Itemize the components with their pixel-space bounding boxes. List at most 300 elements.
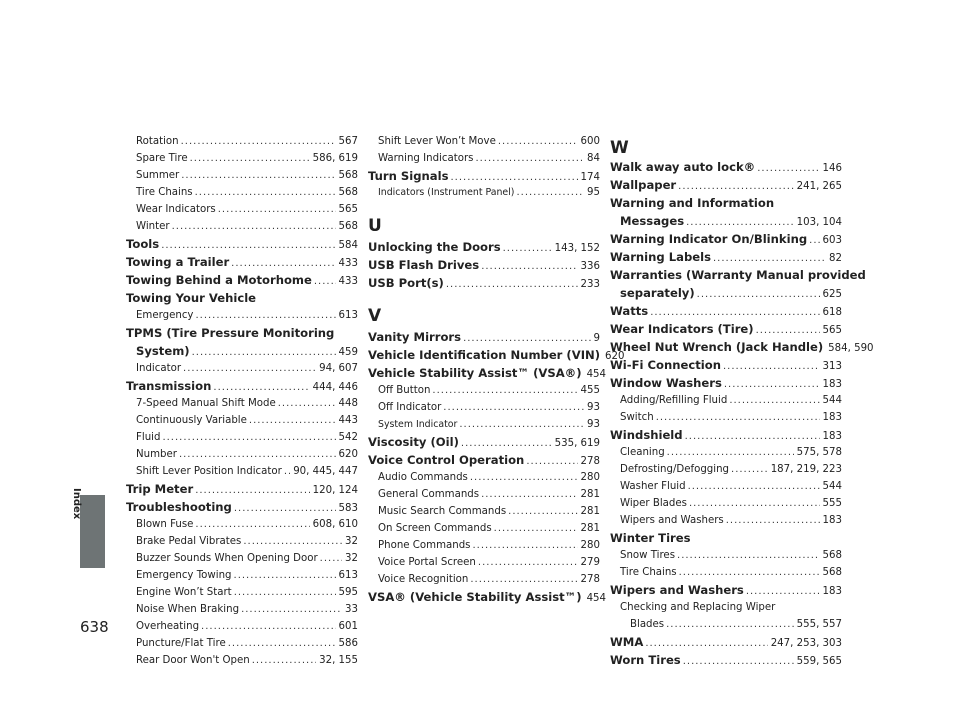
index-entry-pages[interactable]: 32: [345, 536, 358, 547]
index-entry-term: Warning Indicators: [378, 153, 474, 164]
dot-leader: [461, 436, 552, 452]
index-entry[interactable]: [126, 447, 358, 463]
dot-leader: [686, 215, 794, 231]
index-entry[interactable]: [610, 177, 842, 195]
index-entry-pages[interactable]: 583: [338, 503, 358, 514]
index-entry-pages[interactable]: 146: [822, 163, 842, 174]
index-entry-pages[interactable]: 281: [580, 506, 600, 517]
dot-leader: [470, 470, 578, 486]
dot-leader: [481, 259, 577, 275]
index-entry[interactable]: [126, 290, 358, 306]
index-entry-pages[interactable]: 281: [580, 489, 600, 500]
index-entry-term: Warning Labels: [610, 250, 711, 264]
index-entry-pages[interactable]: 32, 155: [319, 655, 358, 666]
index-entry-term: Windshield: [610, 428, 683, 442]
dot-leader: [179, 447, 336, 463]
index-entry[interactable]: [126, 378, 358, 396]
dot-leader: [685, 429, 820, 445]
index-entry-term: 7-Speed Manual Shift Mode: [136, 398, 276, 409]
index-entry-term: Overheating: [136, 621, 200, 632]
index-entry[interactable]: [126, 254, 358, 272]
dot-leader: [809, 233, 819, 249]
index-entry-pages[interactable]: 444, 446: [312, 382, 358, 393]
dot-leader: [757, 161, 819, 177]
dot-leader: [494, 521, 578, 537]
index-entry-pages[interactable]: 613: [338, 570, 358, 581]
index-entry[interactable]: [610, 213, 842, 231]
index-entry[interactable]: [126, 219, 358, 235]
index-entry-term: Fluid: [136, 432, 161, 443]
dot-leader: [234, 501, 336, 517]
index-entry[interactable]: [126, 551, 358, 567]
dot-leader: [195, 308, 335, 324]
index-entry[interactable]: [610, 339, 874, 357]
index-entry[interactable]: [126, 202, 358, 218]
index-entry-term: Warranties (Warranty Manual provided: [610, 268, 866, 282]
index-entry[interactable]: [126, 185, 358, 201]
dot-leader: [723, 359, 820, 375]
index-entry-term: Blades: [630, 619, 665, 630]
dot-leader: [181, 168, 335, 184]
index-entry-pages[interactable]: 544: [822, 481, 842, 492]
index-entry[interactable]: [126, 134, 358, 150]
index-entry-term: WMA: [610, 635, 644, 649]
index-entry-pages[interactable]: 94, 607: [319, 363, 358, 374]
dot-leader: [161, 238, 335, 254]
index-entry-pages[interactable]: 93: [587, 419, 600, 430]
index-entry-term: Window Washers: [610, 376, 722, 390]
index-entry-term: Switch: [620, 412, 654, 423]
index-entry-pages[interactable]: 575, 578: [796, 447, 842, 458]
dot-leader: [683, 654, 794, 670]
index-entry[interactable]: [610, 303, 842, 321]
index-entry[interactable]: [368, 185, 600, 201]
index-entry-pages[interactable]: 455: [580, 385, 600, 396]
index-entry[interactable]: [368, 239, 600, 257]
index-entry-term: Shift Lever Won’t Move: [378, 136, 496, 147]
dot-leader: [243, 534, 342, 550]
index-entry-term: Emergency: [136, 310, 194, 321]
index-entry-term: Messages: [620, 214, 685, 228]
index-entry[interactable]: [368, 504, 600, 520]
index-entry-pages[interactable]: 84: [587, 153, 600, 164]
index-entry-term: General Commands: [378, 489, 480, 500]
dot-leader: [746, 584, 820, 600]
index-entry-pages[interactable]: 565: [338, 204, 358, 215]
index-entry[interactable]: [126, 236, 358, 254]
dot-leader: [666, 617, 794, 633]
dot-leader: [172, 219, 336, 235]
index-entry-term: Noise When Braking: [136, 604, 240, 615]
index-entry[interactable]: [610, 445, 842, 461]
index-entry-term: separately): [620, 286, 695, 300]
index-entry-term: Music Search Commands: [378, 506, 507, 517]
dot-leader: [213, 380, 309, 396]
index-entry[interactable]: [610, 321, 842, 339]
index-entry-pages[interactable]: 586: [338, 638, 358, 649]
index-entry-term: Off Indicator: [378, 402, 442, 413]
index-entry[interactable]: [368, 400, 600, 416]
index-entry-pages[interactable]: 233: [580, 279, 600, 290]
index-entry[interactable]: [368, 572, 600, 588]
index-entry-term: Audio Commands: [378, 472, 468, 483]
index-entry-pages[interactable]: 555: [822, 498, 842, 509]
dot-leader: [278, 396, 336, 412]
dot-leader: [432, 383, 577, 399]
index-entry-term: On Screen Commands: [378, 523, 492, 534]
dot-leader: [320, 551, 342, 567]
index-entry[interactable]: [126, 481, 358, 499]
dot-leader: [450, 170, 577, 186]
section-tab: [80, 495, 105, 568]
index-entry-term: Rotation: [136, 136, 179, 147]
index-entry-term: Cleaning: [620, 447, 665, 458]
dot-leader: [650, 305, 819, 321]
index-entry[interactable]: [610, 600, 842, 616]
index-entry[interactable]: [368, 383, 600, 399]
index-entry-term: Continuously Variable: [136, 415, 247, 426]
index-entry[interactable]: [368, 257, 600, 275]
index-entry[interactable]: [126, 619, 358, 635]
index-entry-term: Vehicle Identification Number (VIN): [368, 348, 601, 362]
index-entry-pages[interactable]: 280: [580, 540, 600, 551]
index-entry[interactable]: [610, 357, 842, 375]
index-entry-pages[interactable]: 433: [338, 276, 358, 287]
index-entry[interactable]: [610, 548, 842, 564]
index-entry[interactable]: [126, 568, 358, 584]
dot-leader: [284, 464, 290, 480]
index-entry[interactable]: [610, 462, 842, 478]
index-entry[interactable]: [368, 275, 600, 293]
index-entry[interactable]: [368, 555, 600, 571]
index-entry-pages[interactable]: 568: [822, 567, 842, 578]
dot-leader: [724, 377, 820, 393]
index-entry-pages[interactable]: 93: [587, 402, 600, 413]
dot-leader: [503, 241, 552, 257]
index-entry-pages[interactable]: 82: [829, 253, 842, 264]
index-entry-term: Troubleshooting: [126, 500, 232, 514]
index-entry[interactable]: [126, 430, 358, 446]
dot-leader: [678, 179, 793, 195]
index-entry[interactable]: [610, 582, 842, 600]
index-entry[interactable]: [610, 496, 842, 512]
dot-leader: [195, 483, 309, 499]
index-entry-pages[interactable]: 565: [822, 325, 842, 336]
dot-leader: [729, 393, 819, 409]
index-entry[interactable]: [368, 521, 600, 537]
index-entry-term: Snow Tires: [620, 550, 676, 561]
index-entry[interactable]: [610, 159, 842, 177]
index-entry[interactable]: [610, 634, 842, 652]
dot-leader: [201, 619, 336, 635]
index-entry[interactable]: [610, 530, 842, 546]
index-entry-pages[interactable]: 183: [822, 379, 842, 390]
index-entry-pages[interactable]: 535, 619: [554, 438, 600, 449]
dot-leader: [249, 413, 336, 429]
index-entry-term: Washer Fluid: [620, 481, 686, 492]
index-entry-pages[interactable]: 618: [822, 307, 842, 318]
index-entry-pages[interactable]: 603: [822, 235, 842, 246]
index-entry[interactable]: [126, 517, 358, 533]
index-entry-pages[interactable]: 544: [822, 395, 842, 406]
index-entry[interactable]: [126, 151, 358, 167]
index-entry[interactable]: [610, 249, 842, 267]
dot-leader: [446, 277, 578, 293]
index-entry[interactable]: [126, 361, 358, 377]
dot-leader: [234, 568, 336, 584]
index-entry-term: Wear Indicators (Tire): [610, 322, 754, 336]
index-entry-pages[interactable]: 120, 124: [312, 485, 358, 496]
index-entry-pages[interactable]: 278: [580, 456, 600, 467]
index-entry[interactable]: [368, 487, 600, 503]
index-entry[interactable]: [126, 636, 358, 652]
index-entry[interactable]: [368, 347, 625, 365]
index-entry[interactable]: [610, 267, 866, 283]
index-entry-term: Walk away auto lock®: [610, 160, 756, 174]
dot-leader: [314, 274, 336, 290]
index-entry[interactable]: [368, 417, 600, 433]
index-entry-term: Wear Indicators: [136, 204, 216, 215]
dot-leader: [756, 323, 820, 339]
index-entry[interactable]: [610, 393, 842, 409]
index-entry[interactable]: [368, 434, 600, 452]
index-entry[interactable]: [610, 479, 842, 495]
index-entry-pages[interactable]: 336: [580, 261, 600, 272]
index-entry-pages[interactable]: 448: [338, 398, 358, 409]
index-entry-pages[interactable]: 9: [593, 333, 600, 344]
index-entry-term: Tire Chains: [136, 187, 193, 198]
index-entry[interactable]: [368, 470, 600, 486]
index-entry-term: System): [136, 344, 190, 358]
dot-leader: [195, 517, 309, 533]
index-entry-pages[interactable]: 103, 104: [796, 217, 842, 228]
index-entry-term: Defrosting/Defogging: [620, 464, 730, 475]
index-entry[interactable]: [368, 452, 600, 470]
dot-leader: [231, 256, 335, 272]
index-entry[interactable]: [610, 410, 842, 426]
index-entry-term: Towing a Trailer: [126, 255, 230, 269]
index-entry[interactable]: [610, 513, 842, 529]
index-entry-pages[interactable]: 433: [338, 258, 358, 269]
index-entry-pages[interactable]: 443: [338, 415, 358, 426]
index-entry-term: Towing Behind a Motorhome: [126, 273, 312, 287]
index-entry[interactable]: [610, 617, 842, 633]
dot-leader: [192, 345, 336, 361]
dot-leader: [667, 445, 794, 461]
index-entry-pages[interactable]: 313: [822, 361, 842, 372]
index-entry-term: Vanity Mirrors: [368, 330, 462, 344]
index-entry[interactable]: [126, 272, 358, 290]
index-entry-term: Transmission: [126, 379, 212, 393]
index-entry[interactable]: [126, 413, 358, 429]
index-entry[interactable]: [368, 134, 600, 150]
index-entry[interactable]: [126, 499, 358, 517]
index-entry[interactable]: [610, 427, 842, 445]
dot-leader: [526, 454, 577, 470]
index-entry-term: Towing Your Vehicle: [126, 291, 257, 305]
index-entry-term: Winter Tires: [610, 531, 691, 545]
index-entry-pages[interactable]: 559, 565: [796, 656, 842, 667]
index-entry-pages[interactable]: 280: [580, 472, 600, 483]
index-entry-term: Voice Portal Screen: [378, 557, 476, 568]
dot-leader: [183, 361, 316, 377]
dot-leader: [190, 151, 310, 167]
dot-leader: [459, 417, 584, 433]
index-entry-pages[interactable]: 600: [580, 136, 600, 147]
index-entry-term: Warning Indicator On/Blinking: [610, 232, 808, 246]
index-entry[interactable]: [126, 396, 358, 412]
index-entry-pages[interactable]: 584, 590: [828, 343, 874, 354]
index-entry-term: Wallpaper: [610, 178, 677, 192]
index-entry-term: Viscosity (Oil): [368, 435, 459, 449]
index-entry-pages[interactable]: 187, 219, 223: [770, 464, 842, 475]
index-entry-term: Adding/Refilling Fluid: [620, 395, 728, 406]
index-entry-term: TPMS (Tire Pressure Monitoring: [126, 326, 335, 340]
index-entry-pages[interactable]: 601: [338, 621, 358, 632]
index-entry[interactable]: [126, 168, 358, 184]
index-entry-term: Number: [136, 449, 177, 460]
index-entry-pages[interactable]: 33: [345, 604, 358, 615]
index-entry-pages[interactable]: 620: [338, 449, 358, 460]
dot-leader: [475, 151, 584, 167]
index-entry-pages[interactable]: 555, 557: [796, 619, 842, 630]
index-entry[interactable]: [368, 365, 607, 383]
index-letter-heading: W: [610, 138, 629, 158]
index-entry-term: Winter: [136, 221, 170, 232]
index-entry-pages[interactable]: 174: [580, 172, 600, 183]
index-entry-pages[interactable]: 613: [338, 310, 358, 321]
index-entry-term: Turn Signals: [368, 169, 449, 183]
index-entry-term: Shift Lever Position Indicator: [136, 466, 282, 477]
index-entry-pages[interactable]: 278: [580, 574, 600, 585]
dot-leader: [679, 565, 820, 581]
dot-leader: [731, 462, 768, 478]
dot-leader: [645, 636, 767, 652]
index-entry-pages[interactable]: 281: [580, 523, 600, 534]
index-entry-pages[interactable]: 584: [338, 240, 358, 251]
index-entry-term: Worn Tires: [610, 653, 681, 667]
index-entry[interactable]: [610, 231, 842, 249]
index-entry-pages[interactable]: 620: [605, 351, 625, 362]
index-entry-term: Trip Meter: [126, 482, 194, 496]
index-entry-pages[interactable]: 183: [822, 586, 842, 597]
index-entry-term: USB Flash Drives: [368, 258, 480, 272]
index-entry-pages[interactable]: 568: [822, 550, 842, 561]
index-entry[interactable]: [368, 329, 600, 347]
index-entry-term: Warning and Information: [610, 196, 775, 210]
index-entry[interactable]: [126, 653, 358, 669]
index-entry-pages[interactable]: 454: [586, 593, 607, 604]
dot-leader: [195, 185, 336, 201]
index-entry-term: Off Button: [378, 385, 431, 396]
index-entry-term: Wipers and Washers: [620, 515, 724, 526]
index-entry-term: System Indicator: [378, 419, 458, 430]
index-entry[interactable]: [368, 589, 607, 607]
index-entry-term: Tire Chains: [620, 567, 677, 578]
index-entry-pages[interactable]: 183: [822, 515, 842, 526]
index-entry[interactable]: [610, 285, 842, 303]
index-entry[interactable]: [610, 565, 842, 581]
dot-leader: [234, 585, 336, 601]
index-entry-pages[interactable]: 183: [822, 412, 842, 423]
index-entry-pages[interactable]: 459: [338, 347, 358, 358]
dot-leader: [218, 202, 336, 218]
index-entry-pages[interactable]: 568: [338, 170, 358, 181]
index-entry[interactable]: [126, 343, 358, 361]
index-entry-pages[interactable]: 567: [338, 136, 358, 147]
index-entry-pages[interactable]: 568: [338, 187, 358, 198]
index-entry-term: Voice Control Operation: [368, 453, 525, 467]
index-entry-term: Wheel Nut Wrench (Jack Handle): [610, 340, 824, 354]
index-entry-term: Spare Tire: [136, 153, 188, 164]
index-entry-pages[interactable]: 183: [822, 431, 842, 442]
index-entry-term: Vehicle Stability Assist™ (VSA®): [368, 366, 582, 380]
index-entry[interactable]: [126, 534, 358, 550]
index-entry-pages[interactable]: 143, 152: [554, 243, 600, 254]
index-entry-term: Watts: [610, 304, 649, 318]
index-entry-term: Buzzer Sounds When Opening Door: [136, 553, 318, 564]
page-number: 638: [80, 618, 109, 636]
index-entry[interactable]: [126, 325, 358, 341]
index-entry-pages[interactable]: 595: [338, 587, 358, 598]
dot-leader: [228, 636, 336, 652]
dot-leader: [481, 487, 577, 503]
index-entry-pages[interactable]: 32: [345, 553, 358, 564]
index-entry-pages[interactable]: 542: [338, 432, 358, 443]
index-entry[interactable]: [368, 151, 600, 167]
index-entry-pages[interactable]: 625: [822, 289, 842, 300]
index-entry[interactable]: [610, 652, 842, 670]
dot-leader: [162, 430, 335, 446]
index-entry[interactable]: [368, 168, 600, 186]
index-entry-pages[interactable]: 586, 619: [312, 153, 358, 164]
dot-leader: [478, 555, 578, 571]
index-entry[interactable]: [126, 585, 358, 601]
dot-leader: [241, 602, 342, 618]
index-letter-heading: U: [368, 216, 382, 236]
index-entry-term: Indicators (Instrument Panel): [378, 187, 515, 198]
dot-leader: [688, 479, 820, 495]
index-entry-pages[interactable]: 241, 265: [796, 181, 842, 192]
index-entry[interactable]: [610, 195, 842, 211]
dot-leader: [516, 185, 584, 201]
dot-leader: [181, 134, 336, 150]
dot-leader: [697, 287, 820, 303]
index-entry-pages[interactable]: 608, 610: [312, 519, 358, 530]
index-entry-term: Phone Commands: [378, 540, 471, 551]
index-entry-term: Tools: [126, 237, 160, 251]
dot-leader: [713, 251, 826, 267]
index-entry[interactable]: [126, 464, 358, 480]
index-entry[interactable]: [126, 602, 358, 618]
index-entry-pages[interactable]: 454: [586, 369, 607, 380]
index-entry-term: Wiper Blades: [620, 498, 687, 509]
index-entry[interactable]: [610, 375, 842, 393]
index-entry-pages[interactable]: 568: [338, 221, 358, 232]
index-entry-pages[interactable]: 247, 253, 303: [770, 638, 842, 649]
index-entry-term: Summer: [136, 170, 180, 181]
dot-leader: [508, 504, 577, 520]
index-entry[interactable]: [126, 308, 358, 324]
index-entry-pages[interactable]: 95: [587, 187, 600, 198]
dot-leader: [677, 548, 820, 564]
index-entry-pages[interactable]: 90, 445, 447: [293, 466, 358, 477]
dot-leader: [498, 134, 578, 150]
index-entry-pages[interactable]: 279: [580, 557, 600, 568]
index-entry-term: Brake Pedal Vibrates: [136, 536, 242, 547]
index-entry-term: Blown Fuse: [136, 519, 194, 530]
index-entry[interactable]: [368, 538, 600, 554]
